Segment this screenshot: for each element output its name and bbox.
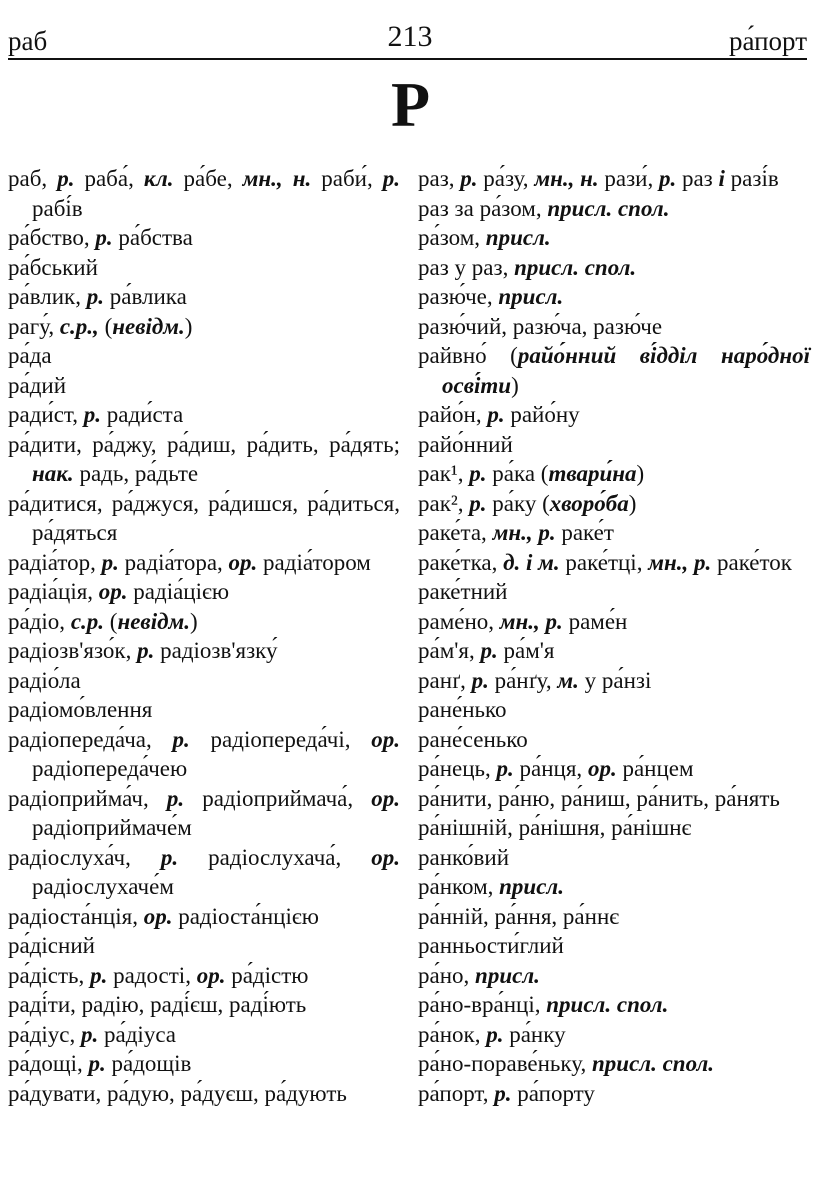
dictionary-entry: райвно́ (райо́нний ві́дділ наро́дної осві́ти)	[418, 343, 810, 398]
dictionary-entry: радіоприйма́ч, р. радіоприймача́, ор. радіоприймаче́м	[8, 785, 400, 840]
right-guide-word: ра́порт	[728, 26, 807, 56]
grammar-label: мн., н.	[534, 166, 599, 191]
grammar-label: ор.	[371, 844, 400, 870]
grammar-label: р.	[166, 785, 185, 811]
right-column	[418, 164, 810, 1108]
grammar-label: і	[718, 166, 725, 191]
grammar-label: мн., р.	[648, 549, 712, 575]
dictionary-entry: раді́ти, радію, раді́єш, раді́ють	[8, 992, 307, 1017]
dictionary-entry: радіослуха́ч, р. радіослухача́, ор. радіослухаче́м	[8, 844, 400, 899]
dictionary-entry: ра́дитися, ра́джуся, ра́дишся, ра́диться, ра́дяться	[8, 490, 400, 545]
grammar-label: р.	[101, 549, 119, 575]
dictionary-entry: разю́че, присл.	[418, 284, 564, 309]
dictionary-entry: ра́бський	[8, 254, 98, 280]
left-guide-word: раб	[8, 26, 48, 56]
grammar-label: присл. спол.	[591, 1051, 715, 1076]
grammar-label: с.р.,	[59, 313, 99, 339]
dictionary-entry: раз за ра́зом, присл. спол.	[418, 195, 670, 221]
dictionary-entry: ра́м'я, р. ра́м'я	[418, 638, 555, 663]
dictionary-entry: ради́ст, р. ради́ста	[8, 402, 184, 427]
grammar-label: р.	[86, 284, 104, 309]
dictionary-entry: радіопереда́ча, р. радіопереда́чі, ор. радіопереда́чею	[8, 726, 400, 781]
grammar-label: мн., р.	[499, 608, 563, 634]
left-column	[8, 164, 400, 1108]
dictionary-entry: райо́н, р. райо́ну	[418, 402, 580, 427]
grammar-label: райо́нний ві́дділ наро́дної осві́ти	[442, 343, 810, 398]
dictionary-entry: ра́порт, р. ра́порту	[418, 1080, 595, 1106]
dictionary-entry: рагу́, с.р., (невідм.)	[8, 313, 193, 339]
grammar-label: р.	[469, 461, 487, 486]
grammar-label: р.	[469, 490, 487, 516]
dictionary-entry: ра́нити, ра́ню, ра́ниш, ра́нить, ра́нять	[418, 785, 780, 811]
dictionary-entry: раз, р. ра́зу, мн., н. рази́, р. раз і разі́в	[418, 166, 779, 191]
dictionary-entry: раз у раз, присл. спол.	[418, 254, 637, 280]
section-letter: Р	[390, 69, 431, 140]
dictionary-entry: ра́нком, присл.	[418, 874, 564, 899]
dictionary-entry: ранґ, р. ра́нґу, м. у ра́нзі	[418, 667, 652, 693]
grammar-label: р.	[81, 1021, 99, 1047]
dictionary-entry: разю́чий, разю́ча, разю́че	[418, 313, 663, 339]
dictionary-entry: ра́дощі, р. ра́дощів	[8, 1051, 192, 1076]
grammar-label: твари́на	[548, 461, 637, 486]
grammar-label: р.	[480, 638, 498, 663]
grammar-label: ор.	[196, 962, 226, 988]
dictionary-entry: ра́нок, р. ра́нку	[418, 1021, 566, 1047]
grammar-label: р.	[57, 166, 75, 191]
dictionary-entry: ра́но-пораве́ньку, присл. спол.	[418, 1051, 715, 1076]
dictionary-entry: ра́бство, р. ра́бства	[8, 225, 193, 250]
grammar-label: ор.	[143, 903, 173, 929]
grammar-label: р.	[88, 1051, 106, 1076]
grammar-label: присл.	[475, 962, 540, 988]
grammar-label: р.	[83, 402, 101, 427]
dictionary-entry: раб, р. раба́, кл. ра́бе, мн., н. раби́, р. рабі́в	[8, 166, 400, 221]
grammar-label: присл. спол.	[514, 254, 637, 280]
grammar-label: р.	[90, 962, 108, 988]
dictionary-entry: ра́влик, р. ра́влика	[8, 284, 187, 309]
dictionary-entry: ра́но, присл.	[418, 962, 540, 988]
grammar-label: р.	[496, 756, 514, 781]
dictionary-entry: райо́нний	[418, 431, 513, 457]
dictionary-entry: радіа́ція, ор. радіа́цією	[8, 579, 230, 604]
dictionary-entry: ранко́вий	[418, 844, 510, 870]
grammar-label: мн., н.	[242, 166, 312, 191]
dictionary-entry: ра́дити, ра́джу, ра́диш, ра́дить, ра́дять; нак. радь, ра́дьте	[8, 431, 400, 486]
dictionary-entry: рак², р. ра́ку (хворо́ба)	[418, 490, 637, 516]
grammar-label: р.	[487, 402, 505, 427]
grammar-label: р.	[460, 166, 478, 191]
grammar-label: присл.	[499, 874, 564, 899]
dictionary-entry: ра́нішній, ра́нішня, ра́нішнє	[418, 815, 692, 840]
dictionary-entry: ране́нько	[418, 697, 507, 722]
grammar-label: р.	[137, 638, 155, 663]
grammar-label: невідм.	[117, 608, 191, 634]
grammar-label: ор.	[98, 579, 128, 604]
grammar-label: р.	[160, 844, 179, 870]
grammar-label: д. і м.	[503, 549, 560, 575]
grammar-label: с.р.	[70, 608, 105, 634]
dictionary-entry: радіоста́нція, ор. радіоста́нцією	[8, 903, 319, 929]
dictionary-entry: ра́дісний	[8, 933, 95, 958]
dictionary-entry: ра́но-вра́нці, присл. спол.	[418, 992, 669, 1017]
grammar-label: р.	[486, 1021, 504, 1047]
dictionary-entry: раке́тний	[418, 579, 508, 604]
dictionary-entry: раке́тка, д. і м. раке́тці, мн., р. раке́ток	[418, 549, 792, 575]
grammar-label: невідм.	[112, 313, 185, 339]
dictionary-entry: рак¹, р. ра́ка (твари́на)	[418, 461, 645, 486]
page-number: 213	[387, 20, 433, 53]
grammar-label: р.	[658, 166, 677, 191]
dictionary-entry: ра́дувати, ра́дую, ра́дуєш, ра́дують	[8, 1080, 347, 1106]
grammar-label: присл. спол.	[547, 195, 670, 221]
grammar-label: нак.	[32, 461, 74, 486]
dictionary-entry: ра́да	[8, 343, 52, 368]
grammar-label: р.	[494, 1080, 512, 1106]
dictionary-entry: ра́дість, р. радості, ор. ра́дістю	[8, 962, 309, 988]
grammar-label: м.	[557, 667, 579, 693]
dictionary-entry: ране́сенько	[418, 726, 528, 752]
dictionary-entry: ра́діус, р. ра́діуса	[8, 1021, 177, 1047]
dictionary-entry: радіозв'язо́к, р. радіозв'язку́	[8, 638, 278, 663]
dictionary-entry: радіомо́влення	[8, 697, 153, 722]
dictionary-entry: ра́діо, с.р. (невідм.)	[8, 608, 198, 634]
grammar-label: р.	[172, 726, 190, 752]
dictionary-entry: раке́та, мн., р. раке́т	[418, 520, 614, 545]
grammar-label: присл. спол.	[546, 992, 669, 1017]
grammar-label: р.	[471, 667, 489, 693]
grammar-label: кл.	[143, 166, 174, 191]
header-rule	[8, 58, 807, 60]
dictionary-entry: ра́дий	[8, 372, 67, 398]
grammar-label: присл.	[498, 284, 564, 309]
grammar-label: ор.	[371, 785, 400, 811]
dictionary-entry: ранньости́глий	[418, 933, 564, 958]
page-header	[8, 18, 807, 60]
dictionary-entry: раме́но, мн., р. раме́н	[418, 608, 628, 634]
dictionary-entry: ра́нній, ра́ння, ра́ннє	[418, 903, 620, 929]
grammar-label: мн., р.	[492, 520, 556, 545]
grammar-label: хворо́ба	[549, 490, 629, 516]
grammar-label: присл.	[485, 225, 551, 250]
grammar-label: р.	[382, 166, 400, 191]
dictionary-entry: ра́зом, присл.	[418, 225, 551, 250]
dictionary-entry: ра́нець, р. ра́нця, ор. ра́нцем	[418, 756, 694, 781]
grammar-label: р.	[95, 225, 113, 250]
dictionary-entry: радіа́тор, р. радіа́тора, ор. радіа́тором	[8, 549, 371, 575]
grammar-label: ор.	[228, 549, 258, 575]
grammar-label: ор.	[587, 756, 617, 781]
dictionary-entry: радіо́ла	[8, 667, 81, 693]
grammar-label: ор.	[371, 726, 400, 752]
